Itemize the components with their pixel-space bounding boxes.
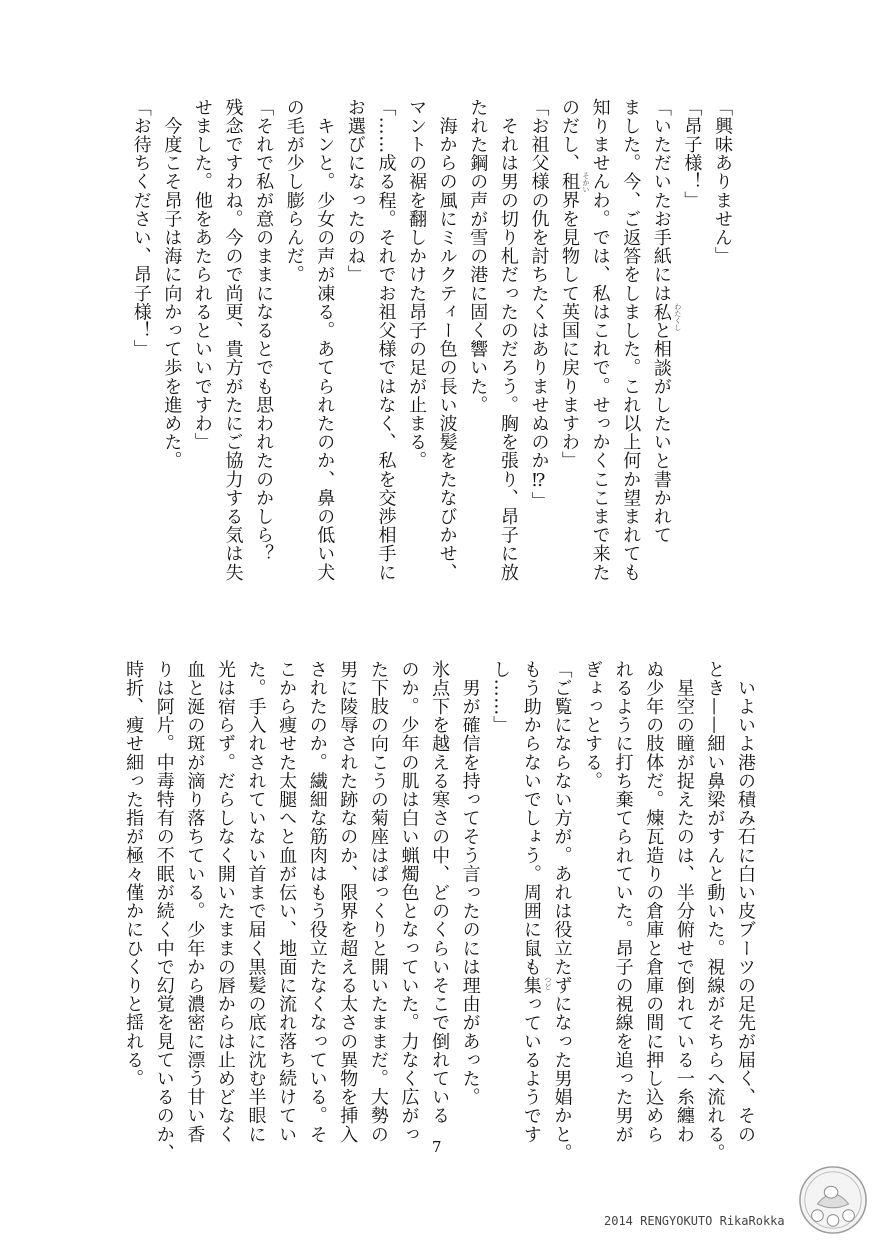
text-column	[638, 660, 669, 1162]
text-segment: 「……成る程。それでお祖父様ではなく、私を交渉相手に	[375, 98, 397, 582]
text-column	[248, 98, 279, 582]
text-segment: ぬ少年の肢体だ。煉瓦造りの倉庫と倉庫の間に押し込めら	[643, 660, 665, 1144]
text-column	[454, 660, 485, 1162]
text-segment: のだし、	[559, 98, 581, 173]
text-column	[431, 98, 462, 582]
text-segment: し……」	[490, 660, 512, 735]
text-segment: 「昂子様！」	[681, 98, 703, 210]
circle-seal-logo	[798, 1165, 868, 1235]
text-segment: 光は宿らず。だらしなく開いたままの唇からは止めどなく	[214, 660, 236, 1144]
text-column	[271, 660, 302, 1162]
text-column	[543, 660, 577, 1163]
text-column	[462, 98, 493, 582]
text-column	[668, 660, 699, 1162]
text-segment: 時折、痩せ細った指が極々僅かにひくりと揺れる。	[123, 660, 145, 1088]
text-segment: とき——細い鼻梁がすんと動いた。視線がそちらへ流れる。	[704, 660, 726, 1163]
text-segment: た。手入れされていない首まで届く黒髪の底に沈む半眼に	[245, 660, 267, 1144]
text-segment: っているようです	[520, 994, 542, 1144]
text-column	[217, 98, 248, 582]
text-segment: 氷点下を越える寒さの中、どのくらいそこで倒れている	[429, 660, 451, 1125]
text-column	[125, 98, 156, 582]
text-segment: 「それで私が意のままになるとでも思われたのかしら？	[253, 98, 275, 563]
text-segment: 知りませんわ。では、私はこれで。せっかくここまで来た	[589, 98, 611, 582]
text-segment: 海からの風にミルクティー色の長い波髪をたなびかせ、	[436, 98, 458, 582]
text-column	[186, 98, 217, 582]
text-column	[240, 660, 271, 1162]
text-column	[576, 660, 607, 1162]
text-column	[118, 660, 149, 1162]
text-column	[339, 98, 370, 582]
text-segment: 星空の瞳が捉えたのは、半分俯せで倒れている一糸纏わ	[673, 660, 695, 1144]
text-segment: それは男の切り札だったのだろう。胸を張り、昂子に放	[497, 98, 519, 582]
text-segment: せました。他をあたられるといいですわ」	[191, 98, 213, 452]
text-column	[423, 660, 454, 1162]
text-segment: 男が確信を持ってそう言ったのには理由があった。	[459, 660, 481, 1107]
text-segment: お選びになったのね」	[344, 98, 366, 284]
text-segment: もう助からないでしょう。周囲に鼠も	[520, 660, 542, 977]
text-segment: のか。少年の肌は白い蝋燭色となっていた。力なく広がっ	[398, 660, 420, 1144]
ruby-reading: わたくし	[673, 302, 682, 331]
text-column	[673, 98, 707, 582]
footer-credit: 2014 RENGYOKUTO RikaRokka	[604, 1214, 785, 1228]
text-segment: ました。今、ご返答をしました。これ以上何か望まれても	[620, 98, 642, 582]
text-segment: 血と涎の斑が滴り落ちている。少年から濃密に漂う甘い香	[184, 660, 206, 1144]
text-block-bottom	[118, 660, 760, 1162]
text-segment: されたのか。繊細な筋肉はもう役立たなくなっている。そ	[306, 660, 328, 1144]
text-block-top	[125, 98, 737, 582]
text-segment: ぎょっとする。	[582, 660, 604, 791]
text-segment: 「お待ちください、昂子様！」	[130, 98, 152, 359]
text-column	[370, 98, 401, 582]
text-column	[179, 660, 210, 1162]
text-column	[301, 660, 332, 1162]
text-segment: いよいよ港の積み石に白い皮ブーツの足先が届く、その	[735, 660, 756, 1144]
ruby-annotated-word: 集 つど	[520, 976, 552, 995]
text-column	[393, 660, 424, 1162]
text-column	[278, 98, 309, 582]
text-column	[332, 660, 363, 1162]
text-segment: こから痩せた太腿へと血が伝い、地面に流れ落ち続けてい	[276, 660, 298, 1144]
text-segment: を見物して英国に戻りますわ」	[559, 209, 581, 471]
text-segment: 「興味ありません」	[712, 98, 733, 266]
text-segment: 今度こそ昂子は海に向かって歩を進めた。	[161, 98, 183, 470]
text-column	[615, 98, 646, 582]
text-segment: 男に陵辱された跡なのか、限界を超える太さの異物を挿入	[337, 660, 359, 1144]
text-column	[645, 98, 682, 582]
text-column	[729, 660, 760, 1162]
text-segment: 「いただいたお手紙には	[650, 98, 672, 303]
text-segment: マントの裾を翻しかけた昂子の足が止まる。	[406, 98, 428, 470]
text-segment: た下肢の向こうの菊座はぱっくりと開いたままだ。大勢の	[367, 660, 389, 1144]
text-column	[706, 98, 737, 582]
text-column	[523, 98, 554, 582]
text-column	[584, 98, 615, 582]
text-column	[156, 98, 187, 582]
text-segment: と相談がしたいと書かれて	[650, 321, 672, 545]
text-column	[492, 98, 523, 582]
text-segment: の毛が少し膨らんだ。	[283, 98, 305, 284]
text-segment: たれた鋼の声が雪の港に固く響いた。	[467, 98, 489, 415]
text-column	[362, 660, 393, 1162]
text-column	[309, 98, 340, 582]
text-segment: 残念ですわね。今ので尚更、貴方がたにご協力する気は失	[222, 98, 244, 582]
text-segment: 「お祖父様の仇を討ちたくはありませぬのか⁉」	[528, 98, 550, 511]
text-segment: キンと。少女の声が凍る。あてられたのか、鼻の低い犬	[314, 98, 336, 582]
ruby-reading: つど	[543, 976, 552, 991]
text-segment: 「ご覧にならない方が。あれは役立たずになった男娼かと。	[551, 660, 573, 1163]
text-column	[209, 660, 240, 1162]
ruby-reading: そかい	[582, 172, 591, 194]
text-column	[515, 660, 552, 1162]
text-column	[553, 98, 591, 582]
ruby-annotated-word: 租界 そかい	[559, 172, 591, 210]
ruby-annotated-word: 私 わたくし	[650, 302, 682, 331]
text-column	[699, 660, 730, 1162]
text-segment: れるように打ち棄てられていた。昂子の視線を追った男が	[612, 660, 634, 1144]
page-number: 7	[432, 1138, 442, 1156]
text-column	[148, 660, 179, 1162]
text-segment: りは阿片。中毒特有の不眠が続く中で幻覚を見ているのか、	[153, 660, 175, 1163]
text-column	[485, 660, 516, 1162]
text-column	[400, 98, 431, 582]
text-column	[607, 660, 638, 1162]
